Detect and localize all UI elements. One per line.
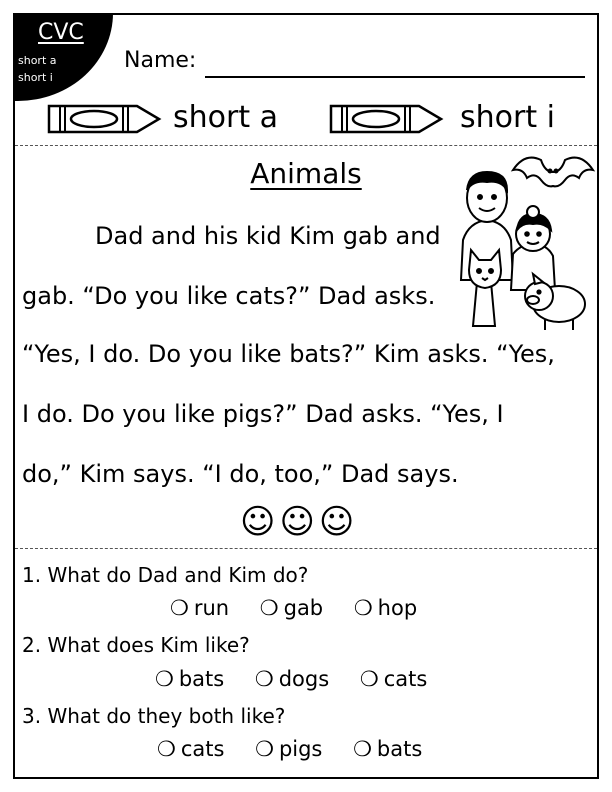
answer-bubble[interactable]: ❍ [170,596,189,620]
question-2: 2. What does Kim like? [22,633,250,657]
story-title: Animals [250,157,362,190]
answer-bubble[interactable]: ❍ [359,667,379,691]
questions-divider [15,548,597,549]
answer-option[interactable]: ❍ pigs [255,737,323,761]
question-3-options [157,737,422,761]
legend-short-i-label: short i [460,100,555,135]
story-line-2: gab. “Do you like cats?” Dad asks. [22,282,436,310]
answer-bubble[interactable]: ❍ [254,667,274,691]
answer-bubble[interactable]: ❍ [353,737,372,761]
question-2-options [155,667,427,691]
answer-bubble[interactable]: ❍ [155,667,174,691]
story-line-1: Dad and his kid Kim gab and [95,222,441,250]
story-line-3: “Yes, I do. Do you like bats?” Kim asks. “Yes, [22,340,555,368]
badge-line-short-i: short i [18,71,53,84]
story-line-4: I do. Do you like pigs?” Dad asks. “Yes, I [22,400,504,428]
answer-option[interactable]: ❍ hop [353,596,418,620]
answer-bubble[interactable]: ❍ [157,737,176,761]
badge-line-short-a: short a [18,54,57,67]
question-1: 1. What do Dad and Kim do? [22,563,309,587]
name-label: Name: [124,48,197,73]
cat-icon [469,250,501,326]
answer-option[interactable]: ❍ run [170,596,230,620]
bat-icon [513,158,593,187]
name-field[interactable] [205,76,585,78]
answer-option[interactable]: ❍ gab [259,596,324,620]
answer-option[interactable]: ❍ bats [155,667,225,691]
question-3: 3. What do they both like? [22,704,286,728]
badge-title: CVC [38,20,84,45]
answer-bubble[interactable]: ❍ [259,596,279,620]
answer-bubble[interactable]: ❍ [353,596,373,620]
family-animals-illustration [455,150,597,332]
answer-option[interactable]: ❍ cats [157,737,225,761]
crayon-icon-short-i [327,103,445,135]
answer-bubble[interactable]: ❍ [255,737,274,761]
legend-short-a-label: short a [173,100,279,135]
answer-option[interactable]: ❍ cats [359,667,428,691]
story-line-5: do,” Kim says. “I do, too,” Dad says. [22,460,459,488]
answer-option[interactable]: ❍ bats [353,737,423,761]
smiley-icons: ☺☺☺ [240,502,359,542]
crayon-icon-short-a [45,103,163,135]
answer-option[interactable]: ❍ dogs [254,667,330,691]
section-divider [15,145,597,146]
question-1-options [170,596,417,620]
